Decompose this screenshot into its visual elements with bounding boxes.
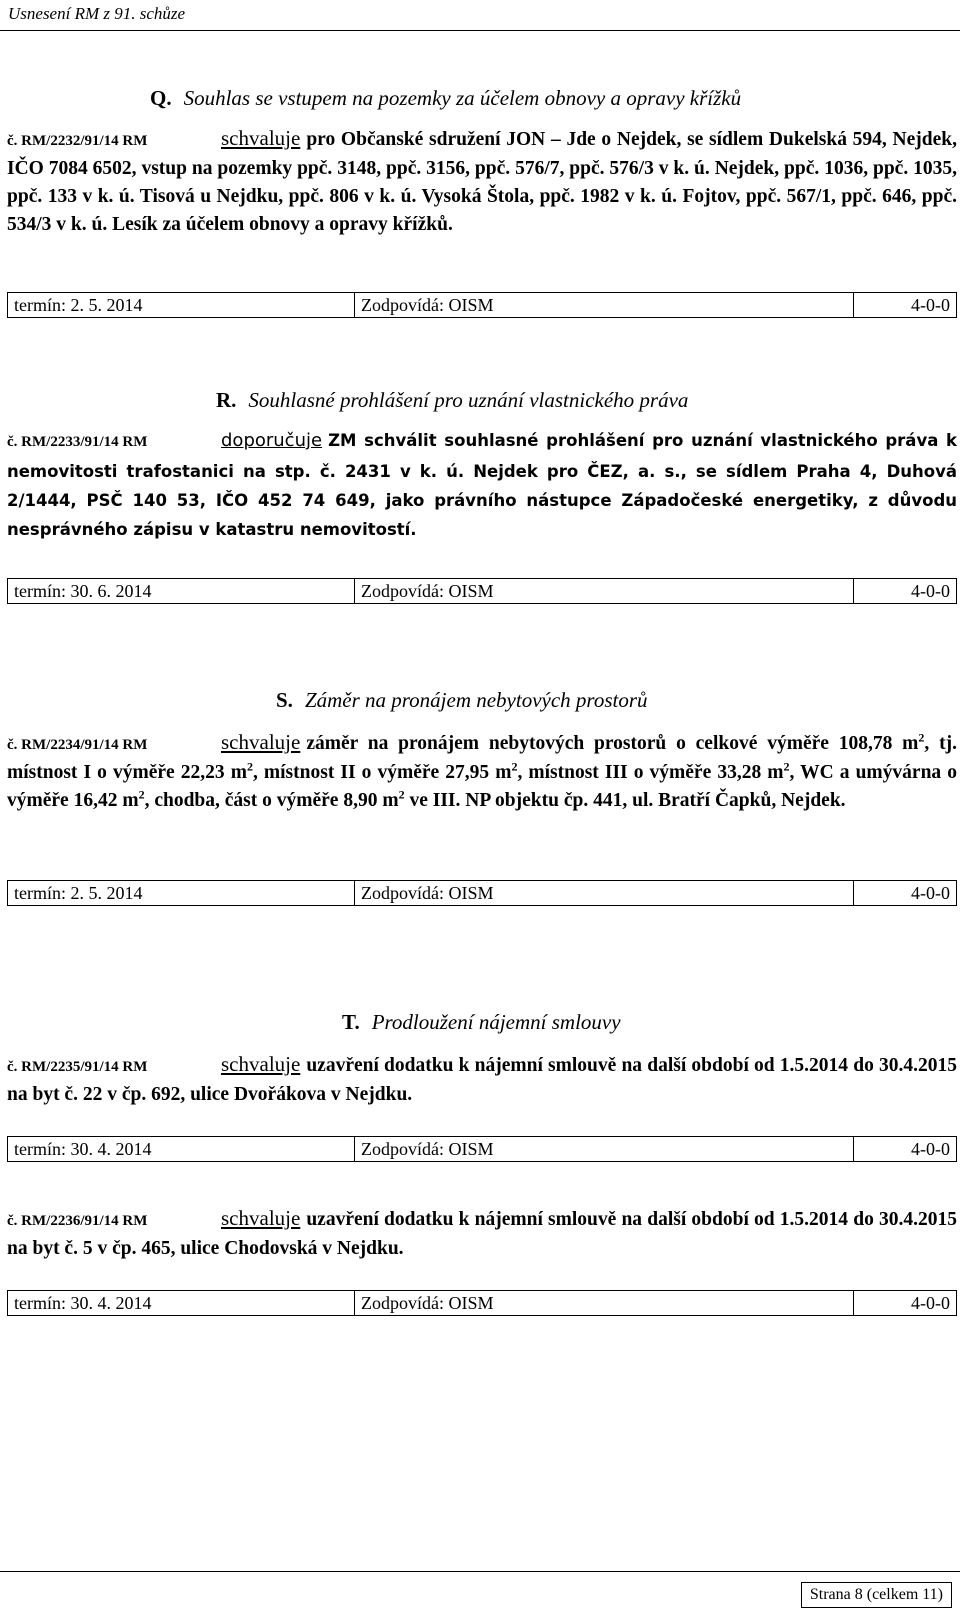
section-heading: Souhlas se vstupem na pozemky za účelem obnovy a opravy křížků <box>183 86 742 110</box>
table-row <box>8 293 957 318</box>
vote-cell: 4-0-0 <box>854 293 957 318</box>
section-heading: Záměr na pronájem nebytových prostorů <box>304 688 648 712</box>
resolution-id: č. RM/2235/91/14 RM <box>7 1059 148 1075</box>
term-cell: termín: 2. 5. 2014 <box>8 881 355 906</box>
header-rule <box>0 30 960 31</box>
table-row <box>8 1137 957 1162</box>
resolution-verb: schvaluje <box>221 126 301 150</box>
resolution-verb: doporučuje <box>221 430 323 451</box>
vote-cell: 4-0-0 <box>854 579 957 604</box>
vote-cell: 4-0-0 <box>854 881 957 906</box>
superscript: 2 <box>783 759 790 774</box>
table-row <box>8 579 957 604</box>
section-heading: Souhlasné prohlášení pro uznání vlastnického práva <box>248 388 689 412</box>
resolution-text: uzavření dodatku k nájemní smlouvě na další období od 1.5.2014 do 30.4.2015 na byt č. 5 v čp. 465, ulice Chodovská v Nejdku. <box>7 1209 957 1259</box>
vote-cell: 4-0-0 <box>854 1291 957 1316</box>
term-table-2232 <box>7 292 957 318</box>
resolution-id: č. RM/2234/91/14 RM <box>7 737 148 753</box>
superscript: 2 <box>918 730 925 745</box>
resolution-text: , místnost II o výměře 27,95 m <box>252 762 512 783</box>
resolution-id: č. RM/2232/91/14 RM <box>7 133 148 149</box>
section-letter: S. <box>276 688 293 712</box>
vote-cell: 4-0-0 <box>854 1137 957 1162</box>
section-heading: Prodloužení nájemní smlouvy <box>371 1010 621 1034</box>
resolution-verb: schvaluje <box>221 1052 301 1076</box>
resolution-text: ZM schválit souhlasné prohlášení pro uznání vlastnického práva k nemovitosti trafostanici na stp. č. 2431 v k. ú. Nejdek pro ČEZ, a. s., se sídlem Praha 4, Duhová 2/1444, PSČ 140 53, IČO 452 74 649, jako právního nástupce Západočeské energetiky, z důvodu nesprávného zápisu v katastru nemovitostí. <box>7 431 957 539</box>
term-cell: termín: 30. 4. 2014 <box>8 1137 355 1162</box>
footer-rule <box>0 1571 960 1572</box>
section-title-r <box>216 388 688 413</box>
table-row <box>8 1291 957 1316</box>
resolution-2235 <box>7 1050 957 1109</box>
resolution-text: , WC a umývárna o výměře 16,42 m <box>7 762 957 811</box>
resolution-text: , chodba, část o výměře 8,90 m <box>144 790 399 811</box>
resolution-text: záměr na pronájem nebytových prostorů o celkové výměře 108,78 m <box>306 733 919 754</box>
term-cell: termín: 30. 4. 2014 <box>8 1291 355 1316</box>
term-cell: termín: 2. 5. 2014 <box>8 293 355 318</box>
section-title-q <box>150 86 741 111</box>
term-table-2235 <box>7 1136 957 1162</box>
responsible-cell: Zodpovídá: OISM <box>355 1291 854 1316</box>
superscript: 2 <box>511 759 518 774</box>
term-table-2233 <box>7 578 957 604</box>
resolution-verb: schvaluje <box>221 730 301 754</box>
section-letter: R. <box>216 388 237 412</box>
resolution-2234 <box>7 728 957 815</box>
resolution-id: č. RM/2236/91/14 RM <box>7 1213 148 1229</box>
superscript: 2 <box>246 759 253 774</box>
section-title-t <box>342 1010 621 1035</box>
section-letter: T. <box>342 1010 360 1034</box>
resolution-text: , místnost III o výměře 33,28 m <box>517 762 784 783</box>
resolution-text: ve III. NP objektu čp. 441, ul. Bratří Čapků, Nejdek. <box>404 790 846 811</box>
table-row <box>8 881 957 906</box>
page-header: Usnesení RM z 91. schůze <box>8 4 186 23</box>
resolution-text: pro Občanské sdružení JON – Jde o Nejdek, se sídlem Dukelská 594, Nejdek, IČO 7084 6502, vstup na pozemky ppč. 3148, ppč. 3156, ppč. 576/7, ppč. 576/3 v k. ú. Nejdek, ppč. 1036, ppč. 1035, ppč. 133 v k. ú. Tisová u Nejdku, ppč. 806 v k. ú. Vysoká Štola, ppč. 1982 v k. ú. Fojtov, ppč. 567/1, ppč. 646, ppč. 534/3 v k. ú. Lesík za účelem obnovy a opravy křížků. <box>7 129 957 235</box>
responsible-cell: Zodpovídá: OISM <box>355 881 854 906</box>
term-cell: termín: 30. 6. 2014 <box>8 579 355 604</box>
responsible-cell: Zodpovídá: OISM <box>355 1137 854 1162</box>
term-table-2236 <box>7 1290 957 1316</box>
resolution-id: č. RM/2233/91/14 RM <box>7 434 148 450</box>
resolution-2232 <box>7 124 957 239</box>
page-number: Strana 8 (celkem 11) <box>801 1582 952 1608</box>
superscript: 2 <box>138 787 145 802</box>
responsible-cell: Zodpovídá: OISM <box>355 293 854 318</box>
resolution-2236 <box>7 1204 957 1263</box>
superscript: 2 <box>398 787 405 802</box>
resolution-2233 <box>7 426 957 544</box>
responsible-cell: Zodpovídá: OISM <box>355 579 854 604</box>
resolution-text: , tj. místnost I o výměře 22,23 m <box>7 733 957 783</box>
section-title-s <box>276 688 648 713</box>
term-table-2234 <box>7 880 957 906</box>
resolution-text: uzavření dodatku k nájemní smlouvě na další období od 1.5.2014 do 30.4.2015 na byt č. 22 v čp. 692, ulice Dvořákova v Nejdku. <box>7 1055 957 1105</box>
section-letter: Q. <box>150 86 172 110</box>
resolution-verb: schvaluje <box>221 1206 301 1230</box>
